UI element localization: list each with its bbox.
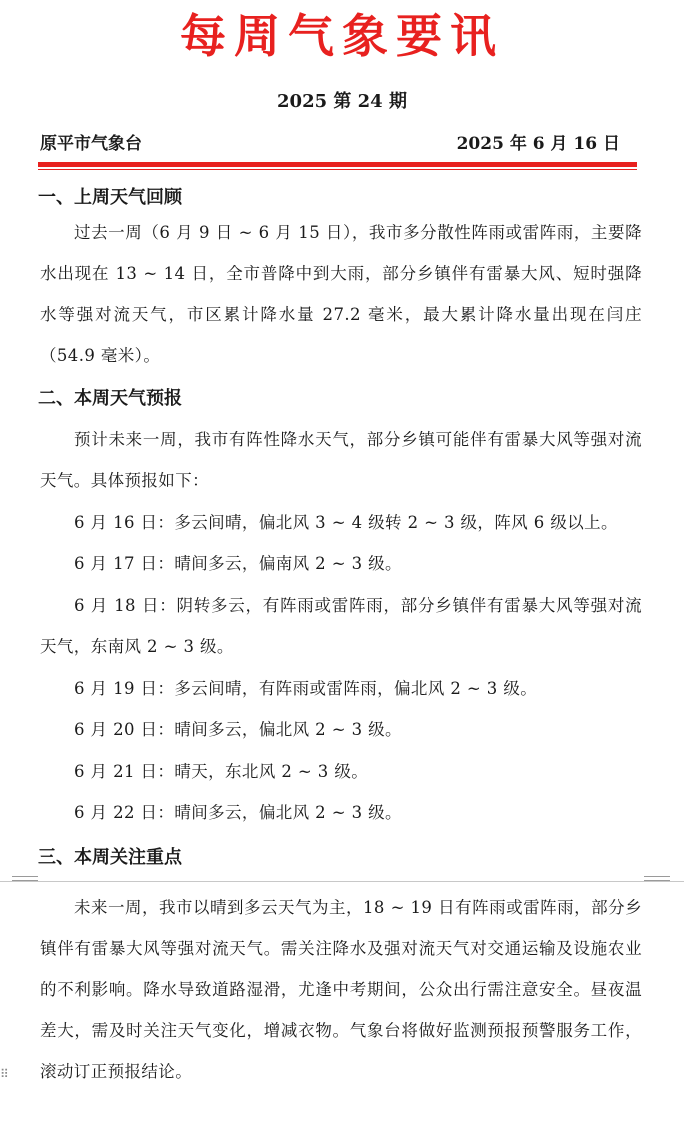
- page-break-marker-left: [12, 876, 38, 886]
- focus-paragraph: 未来一周，我市以晴到多云天气为主，18 ~ 19 日有阵雨或雷阵雨，部分乡镇伴有雷暴大风等强对流天气。需关注降水及强对流天气对交通运输及设施农业的不利影响。降水导致道路湿滑，尤逢中考期间，公众出行需注意安全。昼夜温差大，需及时关注天气变化，增减衣物。气象台将做好监测预报预警服务工作，滚动订正预报结论。: [40, 898, 642, 1081]
- review-paragraph: 过去一周（6 月 9 日 ~ 6 月 15 日），我市多分散性阵雨或雷阵雨，主要降水出现在 13 ~ 14 日，全市普降中到大雨，部分乡镇伴有雷暴大风、短时强降水等强对流天气，市区累计降水量 27.2 毫米，最大累计降水量出现在闫庄（54.9 毫米）。: [40, 223, 642, 365]
- header-divider: [38, 162, 637, 167]
- forecast-day-item: 6 月 19 日：多云间晴，有阵雨或雷阵雨，偏北风 2 ~ 3 级。: [74, 679, 538, 698]
- forecast-day-item: 6 月 21 日：晴天，东北风 2 ~ 3 级。: [74, 762, 369, 781]
- issue-number: 2025 第 24 期: [277, 91, 407, 112]
- header-divider-thin: [38, 169, 637, 170]
- section-heading-forecast: 二、本周天气预报: [38, 388, 182, 409]
- page-break-line: [0, 881, 684, 882]
- forecast-intro: 预计未来一周，我市有阵性降水天气，部分乡镇可能伴有雷暴大风等强对流天气。具体预报如下：: [40, 430, 642, 490]
- masthead-title: 每周气象要讯: [180, 9, 504, 63]
- forecast-day-item: 6 月 18 日：阴转多云，有阵雨或雷阵雨，部分乡镇伴有雷暴大风等强对流天气，东南风 2 ~ 3 级。: [40, 596, 642, 656]
- section-heading-review: 一、上周天气回顾: [38, 187, 182, 208]
- forecast-day-item: 6 月 16 日：多云间晴，偏北风 3 ~ 4 级转 2 ~ 3 级，阵风 6 级以上。: [74, 513, 618, 532]
- forecast-day-item: 6 月 22 日：晴间多云，偏北风 2 ~ 3 级。: [74, 803, 402, 822]
- paragraph-anchor-icon[interactable]: ⠿: [0, 1067, 9, 1081]
- forecast-day-item: 6 月 17 日：晴间多云，偏南风 2 ~ 3 级。: [74, 554, 402, 573]
- page-break-marker-right: [644, 876, 670, 886]
- forecast-day-item: 6 月 20 日：晴间多云，偏北风 2 ~ 3 级。: [74, 720, 402, 739]
- publisher-name: 原平市气象台: [40, 134, 142, 154]
- section-heading-focus: 三、本周关注重点: [38, 847, 182, 868]
- publish-date: 2025 年 6 月 16 日: [456, 134, 620, 154]
